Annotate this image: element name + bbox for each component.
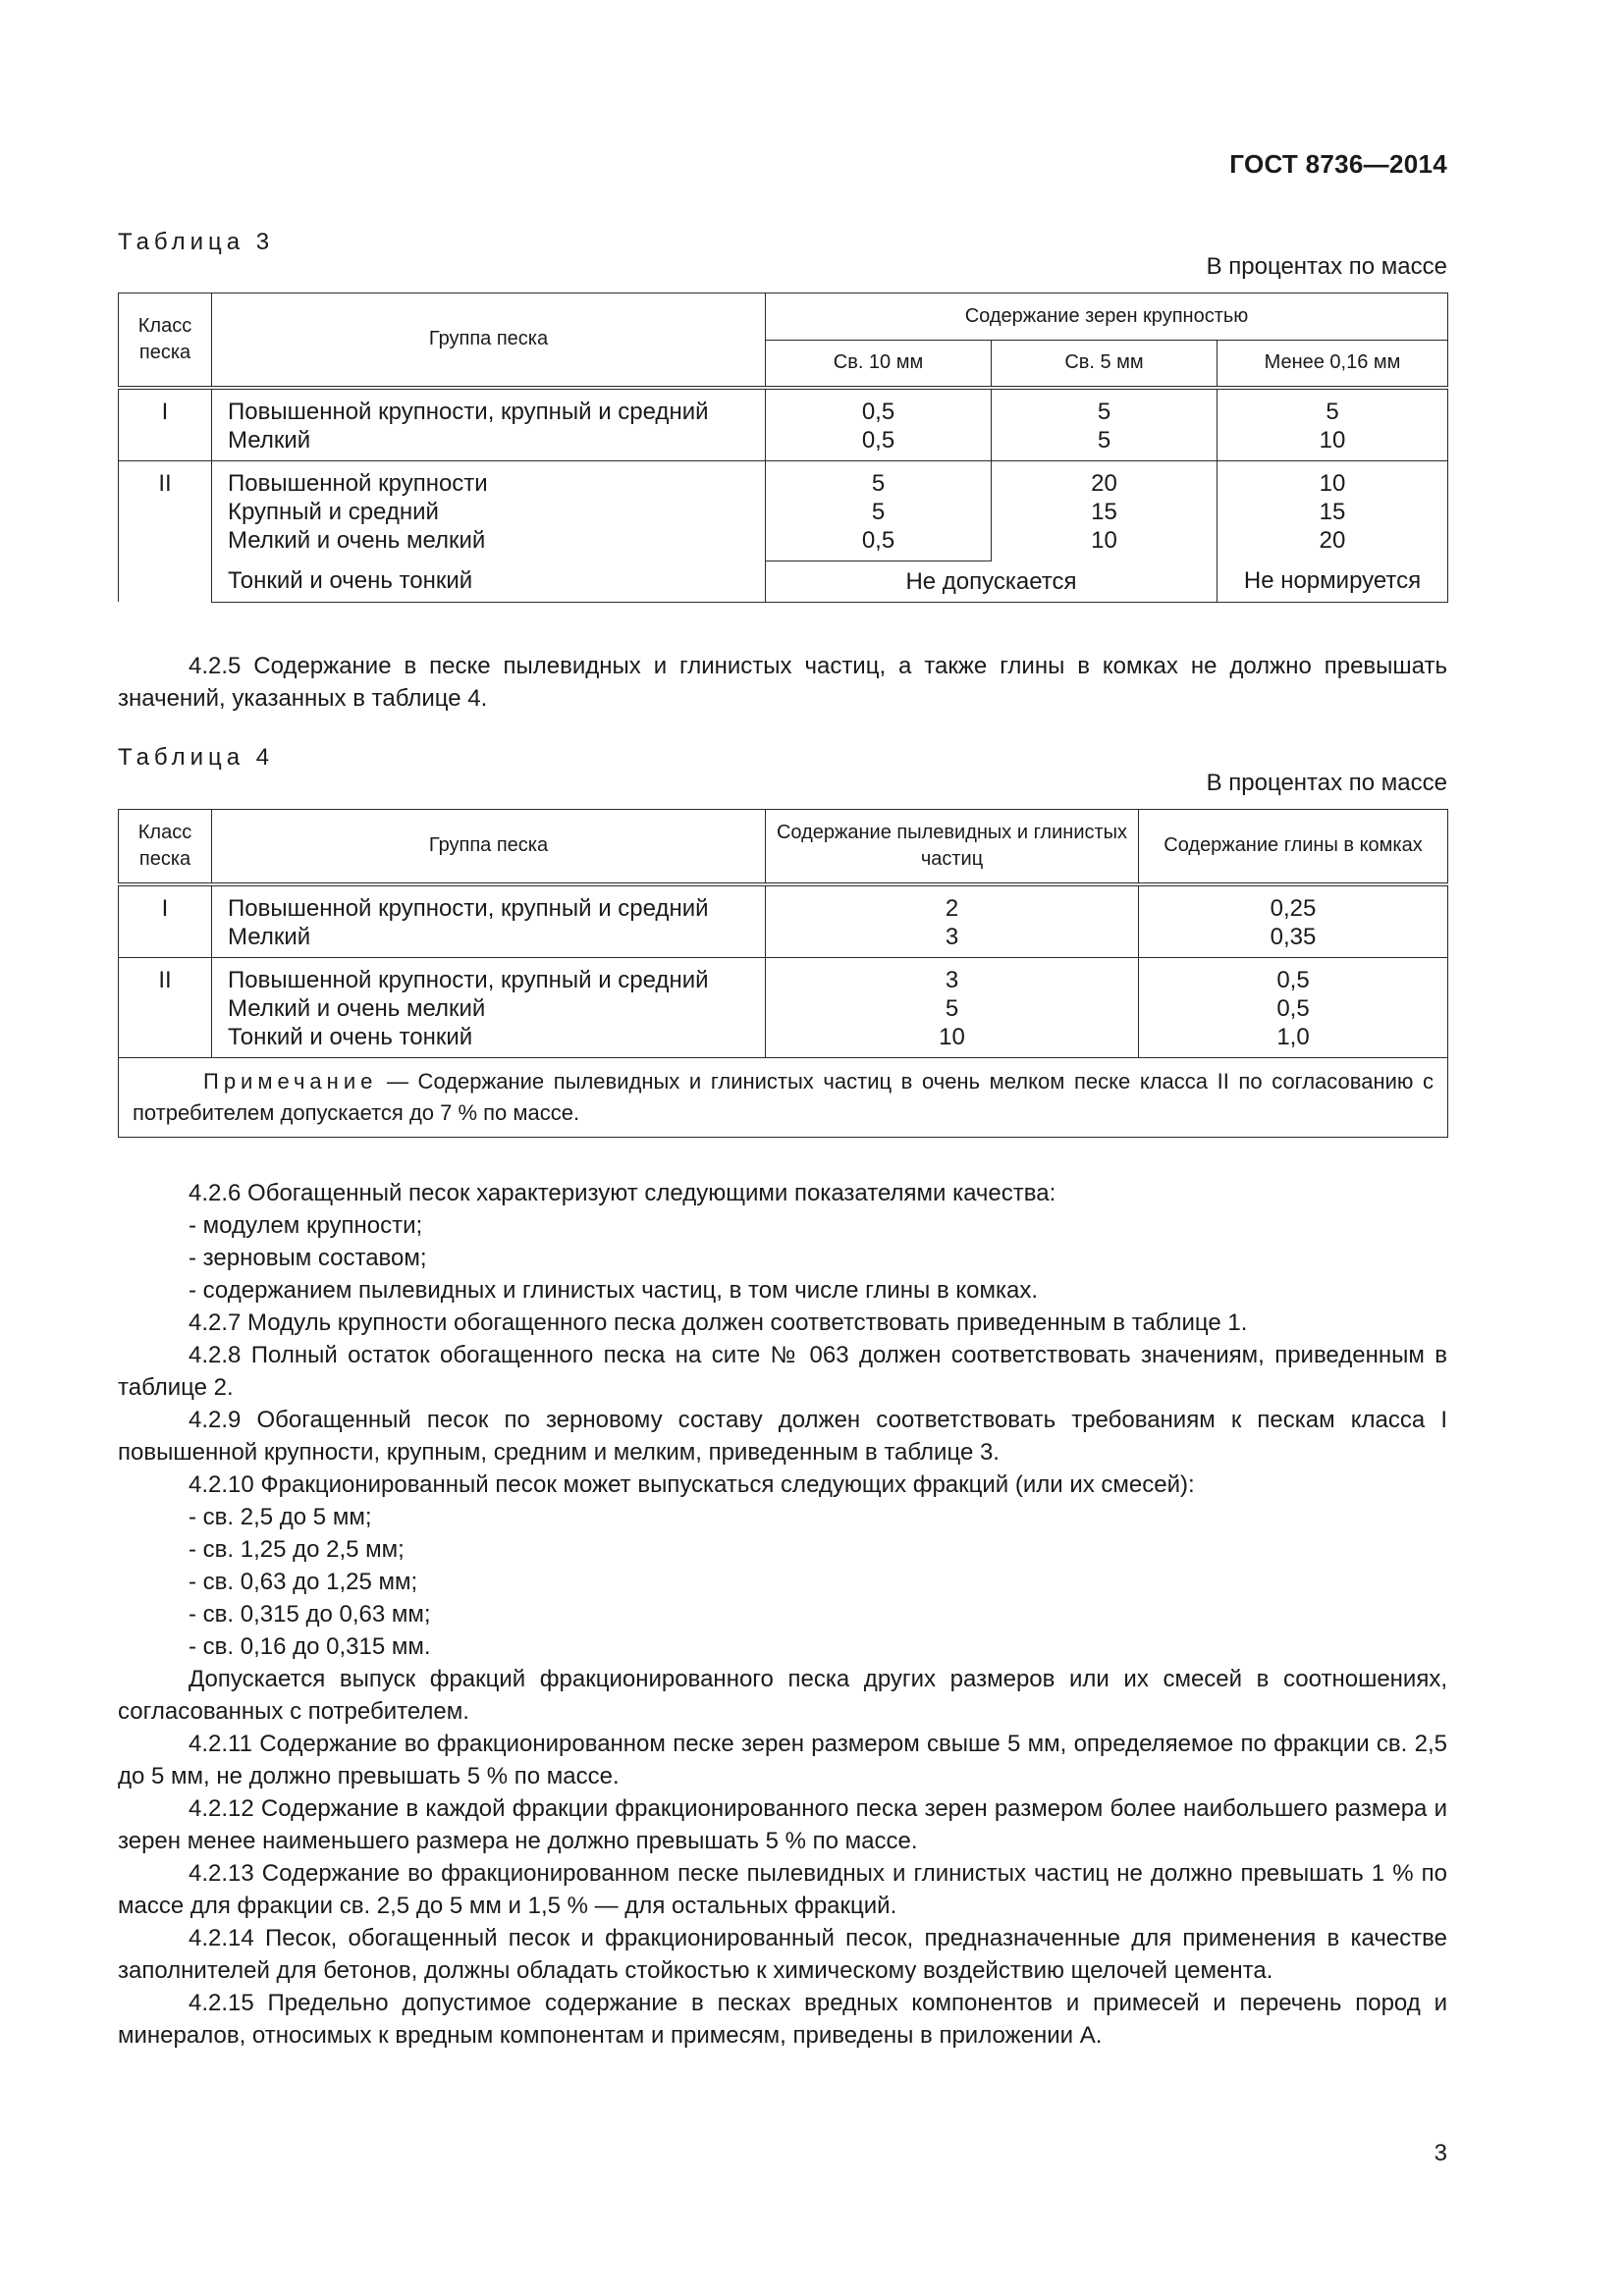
group-cell: Тонкий и очень тонкий [228,567,473,594]
paragraph: 4.2.7 Модуль крупности обогащенного песка должен соответствовать приведенным в таблице 1. [189,1309,1248,1336]
value-cell: 0,5 [861,398,895,425]
table-note-row [119,1057,1448,1137]
value-cell: 1,0 [1276,1023,1310,1050]
page-number: 3 [1434,2140,1447,2166]
value-cell: 0,5 [1276,994,1310,1022]
paragraph: - зерновым составом; [189,1245,427,1271]
value-cell: 5 [871,469,886,497]
class-cell: I [161,894,169,922]
table4-note [119,1057,1448,1137]
body-text [118,1177,1447,2052]
value-cell: 5 [1097,398,1111,425]
value-cell: 10 [1319,469,1346,497]
class-cell: I [161,398,169,425]
value-cell: 3 [945,966,959,993]
table4 [118,809,1448,1138]
paragraph: - св. 1,25 до 2,5 мм; [189,1536,405,1563]
value-cell: 0,35 [1270,923,1317,950]
value-cell: 10 [1319,426,1346,454]
group-cell: Повышенной крупности, крупный и средний [228,894,709,922]
value-cell: 3 [945,923,959,950]
group-cell: Крупный и средний [228,498,439,525]
group-cell: Мелкий [228,923,311,950]
table3-units: В процентах по массе [1206,253,1447,280]
value-cell: 15 [1319,498,1346,525]
paragraph: 4.2.11 Содержание во фракционированном песке зерен размером свыше 5 мм, определяемое по фракции св. 2,5 до 5 мм, не должно превышать 5 % по массе. [118,1731,1447,1789]
table3-header-class: Класс песка [119,294,212,388]
paragraph: Допускается выпуск фракций фракционированного песка других размеров или их смесей в соотношениях, согласованных с потребителем. [118,1666,1447,1725]
value-cell: 0,5 [1276,966,1310,993]
table3-header-group: Группа песка [212,294,766,388]
table-row [119,884,1448,958]
value-cell: 10 [939,1023,965,1050]
group-cell: Мелкий [228,426,311,454]
value-cell: 2 [945,894,959,922]
paragraph: 4.2.9 Обогащенный песок по зерновому составу должен соответствовать требованиям к пескам класса I повышенной крупности, крупным, средним и мелким, приведенным в таблице 3. [118,1407,1447,1466]
paragraph: - св. 2,5 до 5 мм; [189,1504,372,1530]
table3-header-content: Содержание зерен крупностью [766,294,1448,341]
table-row [119,561,1448,602]
group-cell: Мелкий и очень мелкий [228,994,486,1022]
not-allowed-cell: Не допускается [905,567,1077,595]
value-cell: 5 [1097,426,1111,454]
group-cell: Повышенной крупности [228,469,488,497]
group-cell: Повышенной крупности, крупный и средний [228,966,709,993]
group-cell: Мелкий и очень мелкий [228,526,486,554]
table4-header-clay: Содержание глины в комках [1139,810,1448,884]
paragraph: - св. 0,63 до 1,25 мм; [189,1569,418,1595]
group-cell: Повышенной крупности, крупный и средний [228,398,709,425]
table3-caption: Таблица 3 [118,229,275,255]
table4-header-class: Класс песка [119,810,212,884]
table4-header-group: Группа песка [212,810,766,884]
table-row [119,957,1448,1057]
paragraph: - модулем крупности; [189,1212,423,1239]
table3-header-10mm: Св. 10 мм [766,341,992,388]
group-cell: Тонкий и очень тонкий [228,1023,473,1050]
table3 [118,293,1448,603]
value-cell: 10 [1091,526,1117,554]
table3-header-016mm: Менее 0,16 мм [1218,341,1448,388]
paragraph: 4.2.12 Содержание в каждой фракции фракционированного песка зерен размером более наибольшего размера и зерен менее наименьшего размера не должно превышать 5 % по массе. [118,1795,1447,1854]
table4-units: В процентах по массе [1206,770,1447,796]
document-code: ГОСТ 8736—2014 [1229,149,1447,179]
value-cell: 5 [945,994,959,1022]
value-cell: 20 [1091,469,1117,497]
paragraph-text: 4.2.5 Содержание в песке пылевидных и глинистых частиц, а также глины в комках не должно превышать значений, указанных в таблице 4. [118,653,1447,712]
not-normed-cell: Не нормируется [1243,567,1422,594]
table3-header-5mm: Св. 5 мм [992,341,1218,388]
paragraph: 4.2.14 Песок, обогащенный песок и фракционированный песок, предназначенные для применения в качестве заполнителей для бетонов, должны обладать стойкостью к химическому воздействию щелочей цемента. [118,1925,1447,1984]
paragraph: - св. 0,16 до 0,315 мм. [189,1633,431,1660]
paragraph: 4.2.6 Обогащенный песок характеризуют следующими показателями качества: [189,1180,1056,1206]
paragraph: 4.2.15 Предельно допустимое содержание в песках вредных компонентов и примесей и перечень пород и минералов, относимых к вредным компонентам и примесям, приведены в приложении А. [118,1990,1447,2049]
table-row [119,388,1448,461]
paragraph: 4.2.8 Полный остаток обогащенного песка на сите № 063 должен соответствовать значениям, приведенным в таблице 2. [118,1342,1447,1401]
value-cell: 0,5 [861,426,895,454]
value-cell: 15 [1091,498,1117,525]
paragraph: - содержанием пылевидных и глинистых частиц, в том числе глины в комках. [189,1277,1039,1304]
table4-header-dust: Содержание пылевидных и глинистых частиц [766,810,1139,884]
value-cell: 0,25 [1270,894,1317,922]
value-cell: 0,5 [861,526,895,554]
value-cell: 20 [1319,526,1346,554]
paragraph-4-2-5 [118,650,1447,715]
class-cell: II [158,469,172,497]
value-cell: 5 [871,498,886,525]
class-cell: II [158,966,172,993]
table4-caption: Таблица 4 [118,744,275,771]
paragraph: 4.2.10 Фракционированный песок может выпускаться следующих фракций (или их смесей): [189,1471,1195,1498]
paragraph: - св. 0,315 до 0,63 мм; [189,1601,431,1628]
note-label: Примечание [203,1068,378,1094]
paragraph: 4.2.13 Содержание во фракционированном песке пылевидных и глинистых частиц не должно превышать 1 % по массе для фракции св. 2,5 до 5 мм и 1,5 % — для остальных фракций. [118,1860,1447,1919]
value-cell: 5 [1326,398,1339,425]
note-text: — Содержание пылевидных и глинистых частиц в очень мелком песке класса II по согласованию с потребителем допускается до 7 % по массе. [133,1068,1434,1125]
table-row [119,460,1448,561]
